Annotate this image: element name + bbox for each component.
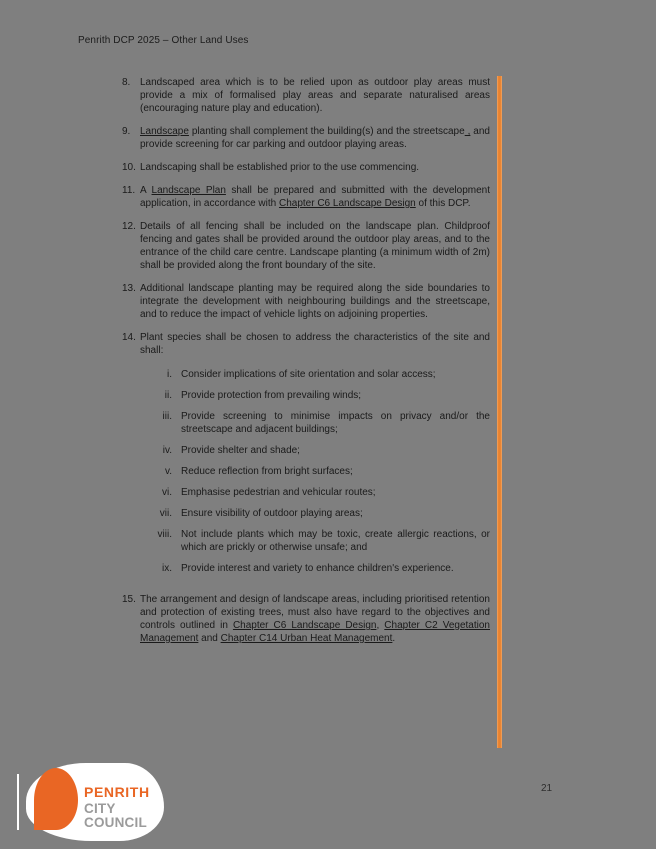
text-run: Provide interest and variety to enhance children's experience. <box>181 563 454 574</box>
sub-clause-text <box>181 444 490 457</box>
sub-clause-list <box>140 368 490 575</box>
text-run: Not include plants which may be toxic, create allergic reactions, or which are prickly or otherwise unsafe; and <box>181 529 490 553</box>
clause-text <box>140 76 490 115</box>
page-number: 21 <box>541 783 553 794</box>
clause-text <box>140 184 490 210</box>
sub-clause-item <box>140 368 490 381</box>
underlined-text: Chapter C6 Landscape Design <box>278 198 416 209</box>
clause-text <box>140 331 490 583</box>
clause-number: 14. <box>122 332 136 343</box>
sub-clause-text <box>181 410 490 436</box>
text-run: of this DCP. <box>415 198 471 209</box>
underlined-text: Landscape Plan <box>151 185 226 196</box>
clause-number: 10. <box>122 162 136 173</box>
sub-clause-numeral: iv. <box>162 445 172 456</box>
clause-number: 15. <box>122 594 136 605</box>
text-run: Plant species shall be chosen to address the characteristics of the site and shall: <box>140 332 490 356</box>
text-run: Additional landscape planting may be required along the side boundaries to integrate the development with neighbouring buildings and the streetscape, and to reduce the impact of vehicle lights on adjoining properties. <box>140 283 490 320</box>
text-run: A <box>140 185 152 196</box>
text-run: Emphasise pedestrian and vehicular routes; <box>181 487 376 498</box>
text-run: Provide shelter and shade; <box>181 445 300 456</box>
sub-clause-numeral: ii. <box>164 390 172 401</box>
sub-clause-text <box>181 389 490 402</box>
text-run: The arrangement and design of landscape areas, including prioritised retention and protection of existing trees, must also have regard to the objectives and controls outlined in <box>140 594 490 631</box>
text-run: Consider implications of site orientation and solar access; <box>181 369 436 380</box>
clause-item <box>122 184 490 210</box>
clause-text <box>140 220 490 272</box>
underlined-text: Chapter C6 Landscape Design <box>232 620 377 631</box>
sub-clause-item <box>140 444 490 457</box>
text-run: Reduce reflection from bright surfaces; <box>181 466 353 477</box>
logo-background-shape <box>26 763 164 841</box>
clause-item <box>122 125 490 151</box>
sub-clause-text <box>181 507 490 520</box>
text-run: Details of all fencing shall be included on the landscape plan. Childproof fencing and gates shall be provided around the outdoor play areas, and to the entrance of the child care centre. Landscape planting (a minimum width of 2m) shall be provided along the front boundary of the site. <box>140 221 490 271</box>
map-pin-icon <box>34 768 78 830</box>
clause-number: 13. <box>122 283 136 294</box>
clause-number: 12. <box>122 221 136 232</box>
text-run: and provide screening for car parking and outdoor playing areas. <box>140 126 490 150</box>
sub-clause-numeral: i. <box>167 369 172 380</box>
sub-clause-numeral: iii. <box>162 411 172 422</box>
logo-text-penrith: PENRITH <box>84 784 150 800</box>
underlined-text: , <box>464 126 471 137</box>
sub-clause-text <box>181 368 490 381</box>
clause-text <box>140 593 490 645</box>
underlined-text: Landscape <box>140 126 189 137</box>
clause-text <box>140 161 490 174</box>
text-run: , <box>376 620 385 631</box>
text-run: and <box>198 633 221 644</box>
sub-clause-item <box>140 465 490 478</box>
sub-clause-item <box>140 410 490 436</box>
text-run: Landscaping shall be established prior to the use commencing. <box>140 162 420 173</box>
text-run: Provide protection from prevailing winds; <box>181 390 362 401</box>
penrith-city-council-logo <box>14 760 164 844</box>
sub-clause-numeral: v. <box>164 466 172 477</box>
logo-wordmark <box>84 785 164 829</box>
sub-clause-numeral: vii. <box>159 508 172 519</box>
clause-number: 11. <box>122 185 136 196</box>
text-run: Landscaped area which is to be relied upon as outdoor play areas must provide a mix of formalised play areas and separate naturalised areas (encouraging nature play and education). <box>140 77 490 114</box>
clause-item <box>122 282 490 321</box>
sub-clause-item <box>140 389 490 402</box>
underlined-text: Chapter C2 Vegetation Management <box>140 620 490 644</box>
logo-text-city-council: CITY COUNCIL <box>84 801 147 830</box>
page-header: Penrith DCP 2025 – Other Land Uses <box>78 35 249 46</box>
clause-list <box>122 76 490 655</box>
clause-number: 8. <box>122 77 131 88</box>
sub-clause-text <box>181 562 490 575</box>
sub-clause-text <box>181 465 490 478</box>
clause-number: 9. <box>122 126 131 137</box>
sub-clause-numeral: ix. <box>162 563 172 574</box>
clause-text <box>140 125 490 151</box>
clause-text <box>140 282 490 321</box>
clause-item <box>122 161 490 174</box>
sub-clause-item <box>140 507 490 520</box>
clause-item <box>122 331 490 583</box>
text-run: . <box>392 633 396 644</box>
clause-item <box>122 220 490 272</box>
clause-item <box>122 593 490 645</box>
logo-vertical-line <box>17 774 19 830</box>
sub-clause-item <box>140 562 490 575</box>
text-run: Provide screening to minimise impacts on privacy and/or the streetscape and adjacent buildings; <box>181 411 490 435</box>
sub-clause-text <box>181 486 490 499</box>
sub-clause-item <box>140 486 490 499</box>
sub-clause-text <box>181 528 490 554</box>
sub-clause-numeral: viii. <box>157 529 172 540</box>
text-run: shall be prepared and submitted with the development application, in accordance with <box>140 185 490 209</box>
sub-clause-item <box>140 528 490 554</box>
text-run: planting shall complement the building(s) and the streetscape <box>188 126 465 137</box>
clause-item <box>122 76 490 115</box>
text-run: Ensure visibility of outdoor playing areas; <box>181 508 363 519</box>
underlined-text: Chapter C14 Urban Heat Management <box>220 633 393 644</box>
sub-clause-numeral: vi. <box>162 487 172 498</box>
revision-change-bar <box>497 76 502 748</box>
